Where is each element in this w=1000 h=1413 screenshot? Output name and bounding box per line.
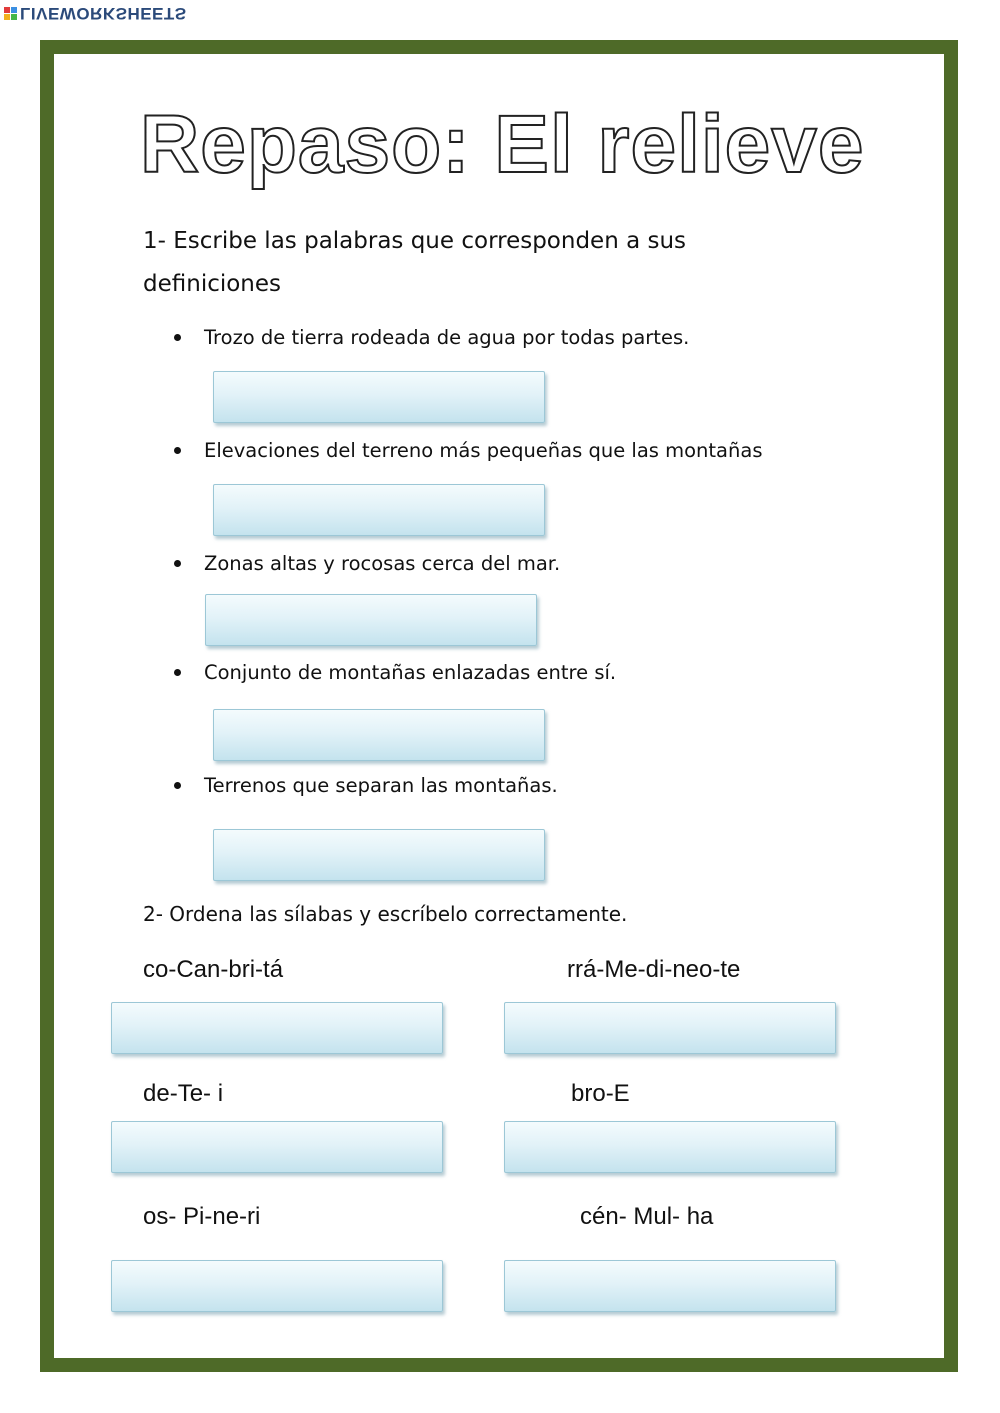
syllable-prompt: co-Can-bri-tá: [143, 956, 284, 983]
answer-input-2[interactable]: [213, 484, 545, 536]
liveworksheets-logo: [4, 2, 187, 24]
definition-item: [172, 661, 616, 684]
logo-text: LIVEWORKSHEETS: [20, 4, 187, 23]
bullet-icon: [174, 782, 181, 789]
definition-text: Trozo de tierra rodeada de agua por todas partes.: [204, 326, 690, 349]
syllable-prompt: de-Te- i: [143, 1080, 224, 1107]
bullet-icon: [174, 447, 181, 454]
answer-input-3[interactable]: [205, 594, 537, 646]
bullet-icon: [174, 334, 181, 341]
bullet-icon: [174, 560, 181, 567]
syllable-prompt: bro-E: [571, 1080, 630, 1107]
syllable-prompt: cén- Mul- ha: [580, 1203, 714, 1230]
definition-item: [172, 326, 689, 349]
syllable-prompt: os- Pi-ne-ri: [143, 1203, 261, 1230]
exercise-2-heading: 2- Ordena las sílabas y escríbelo correctamente.: [143, 902, 628, 926]
worksheet-title: Repaso: El relieve: [140, 99, 865, 190]
syllable-answer-input-2[interactable]: [504, 1002, 836, 1054]
definition-text: Terrenos que separan las montañas.: [204, 774, 558, 797]
logo-squares-icon: [4, 7, 17, 20]
exercise-1-heading: 1- Escribe las palabras que corresponden a sus definiciones: [143, 228, 687, 297]
definition-text: Conjunto de montañas enlazadas entre sí.: [204, 661, 617, 684]
definition-item: [172, 439, 762, 462]
definition-item: [172, 552, 560, 575]
syllable-answer-input-6[interactable]: [504, 1260, 836, 1312]
syllable-prompt: rrá-Me-di-neo-te: [567, 956, 741, 983]
definition-item: [172, 774, 558, 797]
syllable-answer-input-1[interactable]: [111, 1002, 443, 1054]
definition-text: Zonas altas y rocosas cerca del mar.: [204, 552, 561, 575]
syllable-answer-input-5[interactable]: [111, 1260, 443, 1312]
definition-text: Elevaciones del terreno más pequeñas que las montañas: [204, 439, 763, 462]
bullet-icon: [174, 669, 181, 676]
syllable-answer-input-3[interactable]: [111, 1121, 443, 1173]
syllable-answer-input-4[interactable]: [504, 1121, 836, 1173]
answer-input-4[interactable]: [213, 709, 545, 761]
answer-input-1[interactable]: [213, 371, 545, 423]
answer-input-5[interactable]: [213, 829, 545, 881]
